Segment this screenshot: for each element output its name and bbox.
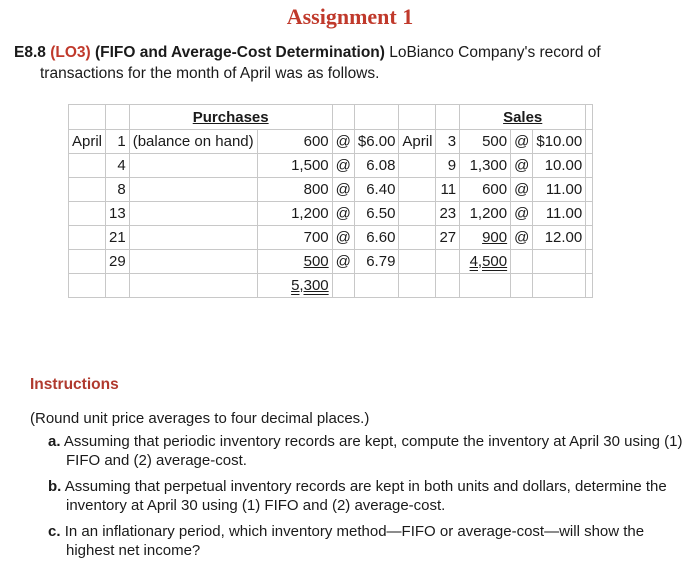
purchase-at: @: [332, 154, 354, 178]
instruction-item-a: a. Assuming that periodic inventory records are kept, compute the inventory at April 30 using (1) FIFO and (2) average-cost.: [48, 433, 683, 469]
table-cell: [69, 274, 106, 298]
sale-day: 23: [436, 202, 460, 226]
sale-units: 900: [460, 226, 511, 250]
sale-day: 27: [436, 226, 460, 250]
purchase-at: @: [332, 226, 354, 250]
purchase-price: $6.00: [354, 130, 399, 154]
table-cell: [354, 274, 399, 298]
purchase-at: @: [332, 130, 354, 154]
sale-month: [399, 226, 436, 250]
instructions-note: (Round unit price averages to four decimal places.): [30, 410, 370, 427]
table-cell: [106, 274, 130, 298]
page-title: Assignment 1: [286, 4, 414, 29]
table-cell: [399, 274, 436, 298]
sale-units: 1,200: [460, 202, 511, 226]
table-row: [69, 178, 593, 202]
table-cell: [533, 274, 586, 298]
table-cell: [129, 274, 257, 298]
table-cell: [399, 250, 436, 274]
purchases-header: Purchases: [129, 105, 332, 130]
table-cell: [586, 274, 593, 298]
learning-objective: (LO3): [50, 44, 91, 61]
sale-price: 10.00: [533, 154, 586, 178]
purchase-day: 13: [106, 202, 130, 226]
table-cell: [586, 178, 593, 202]
instructions-list: [48, 432, 688, 567]
purchase-price: 6.08: [354, 154, 399, 178]
sale-price: 11.00: [533, 178, 586, 202]
table-cell: [436, 250, 460, 274]
purchase-day: 8: [106, 178, 130, 202]
purchase-units: 500: [257, 250, 332, 274]
table-cell: [586, 202, 593, 226]
table-cell: [586, 250, 593, 274]
table-row: [69, 250, 593, 274]
sale-price: 12.00: [533, 226, 586, 250]
purchase-day: 21: [106, 226, 130, 250]
purchase-day: 4: [106, 154, 130, 178]
sale-price: $10.00: [533, 130, 586, 154]
purchase-at: @: [332, 250, 354, 274]
sales-total: 4,500: [460, 250, 511, 274]
purchase-description: (balance on hand): [129, 130, 257, 154]
purchase-description: [129, 202, 257, 226]
sale-at: @: [511, 130, 533, 154]
sale-month: April: [399, 130, 436, 154]
sales-header: Sales: [460, 105, 586, 130]
sale-at: @: [511, 226, 533, 250]
purchase-price: 6.79: [354, 250, 399, 274]
sale-month: [399, 154, 436, 178]
sale-at: @: [511, 202, 533, 226]
table-cell: [511, 250, 533, 274]
table-row: [69, 154, 593, 178]
purchase-description: [129, 178, 257, 202]
purchase-at: @: [332, 178, 354, 202]
purchase-price: 6.40: [354, 178, 399, 202]
purchase-price: 6.50: [354, 202, 399, 226]
sale-units: 500: [460, 130, 511, 154]
table-cell: [533, 250, 586, 274]
sale-day: 9: [436, 154, 460, 178]
sale-at: @: [511, 154, 533, 178]
purchase-description: [129, 226, 257, 250]
problem-topic: (FIFO and Average-Cost Determination): [94, 44, 385, 61]
purchase-units: 600: [257, 130, 332, 154]
purchase-month: [69, 154, 106, 178]
table-cell: [586, 226, 593, 250]
table-row: [69, 130, 593, 154]
sale-price: 11.00: [533, 202, 586, 226]
purchase-month: [69, 202, 106, 226]
sale-day: 11: [436, 178, 460, 202]
sale-units: 1,300: [460, 154, 511, 178]
sale-month: [399, 178, 436, 202]
sale-at: @: [511, 178, 533, 202]
purchase-units: 1,200: [257, 202, 332, 226]
table-cell: [586, 130, 593, 154]
table-cell: [511, 274, 533, 298]
purchase-month: [69, 226, 106, 250]
instruction-item-b: b. Assuming that perpetual inventory records are kept in both units and dollars, determine the inventory at April 30 using (1) FIFO and (2) average-cost.: [48, 478, 667, 514]
instruction-item-c: c. In an inflationary period, which inventory method—FIFO or average-cost—will show the highest net income?: [48, 523, 645, 559]
problem-text-line1: LoBianco Company's record of: [384, 44, 601, 61]
table-row: [69, 274, 593, 298]
purchase-price: 6.60: [354, 226, 399, 250]
purchase-units: 1,500: [257, 154, 332, 178]
purchase-units: 800: [257, 178, 332, 202]
purchase-day: 1: [106, 130, 130, 154]
purchase-units: 700: [257, 226, 332, 250]
purchase-day: 29: [106, 250, 130, 274]
table-cell: [460, 274, 511, 298]
problem-statement: [14, 42, 689, 84]
table-header-row: [69, 105, 593, 130]
sale-month: [399, 202, 436, 226]
purchase-month: [69, 250, 106, 274]
problem-number: E8.8: [14, 44, 46, 61]
purchase-description: [129, 250, 257, 274]
purchase-month: April: [69, 130, 106, 154]
sale-day: 3: [436, 130, 460, 154]
table-cell: [332, 274, 354, 298]
table-row: [69, 202, 593, 226]
table-row: [69, 226, 593, 250]
purchase-month: [69, 178, 106, 202]
transactions-table: [68, 104, 593, 298]
purchase-description: [129, 154, 257, 178]
instructions-heading: Instructions: [30, 376, 119, 393]
sale-units: 600: [460, 178, 511, 202]
table-cell: [436, 274, 460, 298]
purchases-total: 5,300: [257, 274, 332, 298]
table-cell: [586, 154, 593, 178]
purchase-at: @: [332, 202, 354, 226]
problem-text-line2: transactions for the month of April was as follows.: [40, 65, 380, 82]
